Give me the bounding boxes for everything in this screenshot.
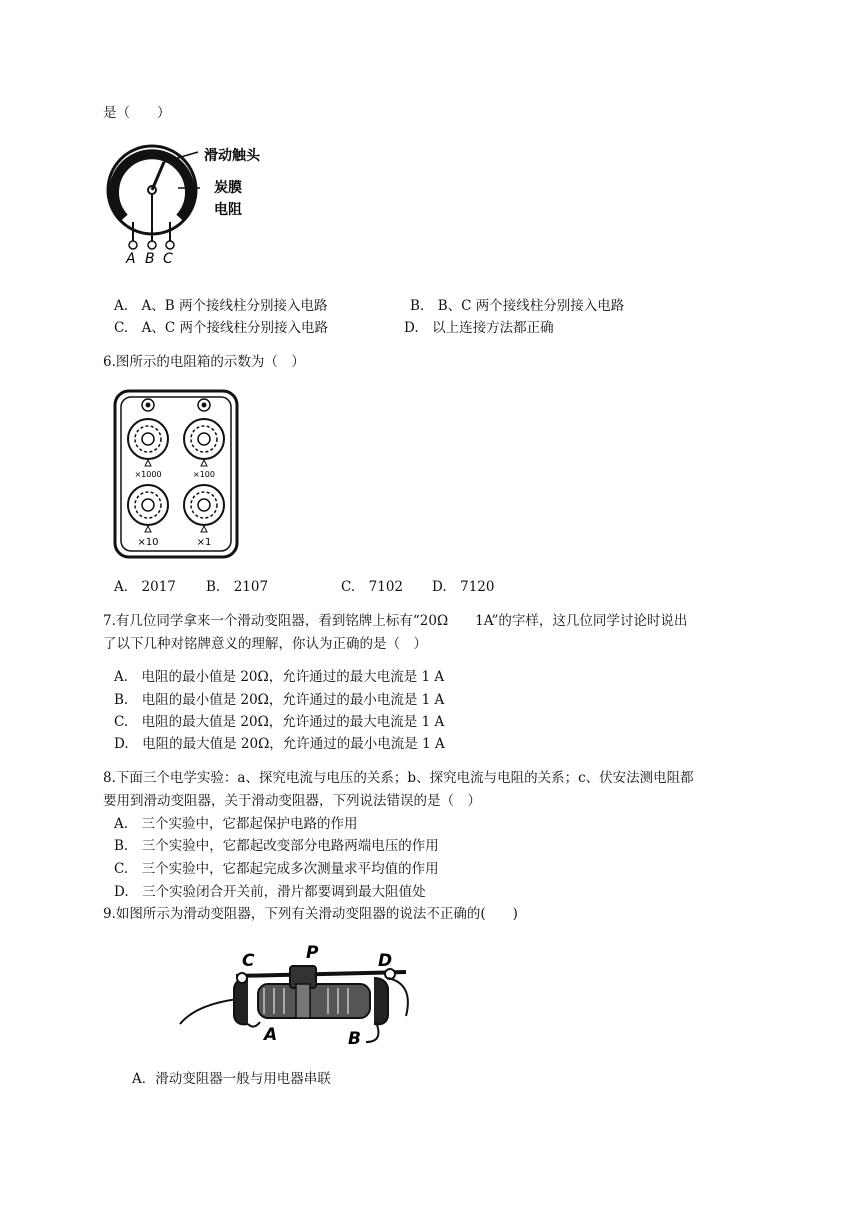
rheostat-label-d: D <box>378 951 393 971</box>
q9-stem: 9.如图所示为滑动变阻器，下列有关滑动变阻器的说法不正确的( ) <box>103 906 518 922</box>
q5-option-b: B. B、C 两个接线柱分别接入电路 <box>410 298 625 314</box>
potentiometer-figure <box>100 138 280 268</box>
rheostat-label-p: P <box>306 943 319 963</box>
q8-stem-line2: 要用到滑动变阻器，关于滑动变阻器，下列说法错误的是（ ） <box>103 793 481 809</box>
q6-stem: 6.图所示的电阻箱的示数为（ ） <box>103 354 305 370</box>
q6-option-c: C. 7102 <box>341 579 403 595</box>
rheostat-label-c: C <box>242 951 255 971</box>
label-slider: 滑动触头 <box>204 148 260 164</box>
sliding-rheostat-figure <box>178 938 418 1048</box>
label-film2: 电阻 <box>214 202 242 218</box>
rheostat-label-b: B <box>348 1029 361 1048</box>
q8-option-a: A. 三个实验中，它都起保护电路的作用 <box>114 816 358 832</box>
q7-option-a: A. 电阻的最小值是 20Ω，允许通过的最大电流是 1 A <box>114 669 445 685</box>
dial-label-1000: ×1000 <box>134 470 162 479</box>
q7-stem-line2: 了以下几种对铭牌意义的理解，你认为正确的是（ ） <box>103 636 427 652</box>
q7-option-c: C. 电阻的最大值是 20Ω，允许通过的最大电流是 1 A <box>114 714 445 730</box>
q7-option-b: B. 电阻的最小值是 20Ω，允许通过的最小电流是 1 A <box>114 692 445 708</box>
label-b: B <box>145 251 155 267</box>
rheostat-label-a: A <box>264 1025 278 1045</box>
q7-stem-line1: 7.有几位同学拿来一个滑动变阻器，看到铭牌上标有“20Ω 1A”的字样，这几位同学讨论时说出 <box>103 613 688 629</box>
resistance-box-figure <box>112 388 240 560</box>
q5-option-c: C. A、C 两个接线柱分别接入电路 <box>114 320 329 336</box>
q8-option-d: D. 三个实验闭合开关前，滑片都要调到最大阻值处 <box>114 884 426 900</box>
dial-label-100: ×100 <box>193 470 215 479</box>
dial-label-1: ×1 <box>196 537 212 548</box>
q6-option-a: A. 2017 <box>114 579 176 595</box>
q9-option-a: A．滑动变阻器一般与用电器串联 <box>132 1071 331 1087</box>
dial-label-10: ×10 <box>137 537 159 548</box>
q8-option-c: C. 三个实验中，它都起完成多次测量求平均值的作用 <box>114 861 439 877</box>
q5-option-a: A. A、B 两个接线柱分别接入电路 <box>114 298 328 314</box>
q8-stem-line1: 8.下面三个电学实验：a、探究电流与电压的关系；b、探究电流与电阻的关系；c、伏安法测电阻都 <box>103 770 694 786</box>
label-a: A <box>126 251 136 267</box>
q7-option-d: D. 电阻的最大值是 20Ω，允许通过的最小电流是 1 A <box>114 736 445 752</box>
q5-option-d: D. 以上连接方法都正确 <box>404 320 554 336</box>
q6-option-d: D. 7120 <box>432 579 495 595</box>
q8-option-b: B. 三个实验中，它都起改变部分电路两端电压的作用 <box>114 838 439 854</box>
q5-stem-tail: 是（ ） <box>103 105 171 121</box>
label-film1: 炭膜 <box>214 180 242 196</box>
q6-option-b: B. 2107 <box>206 579 269 595</box>
label-c: C <box>163 251 173 267</box>
